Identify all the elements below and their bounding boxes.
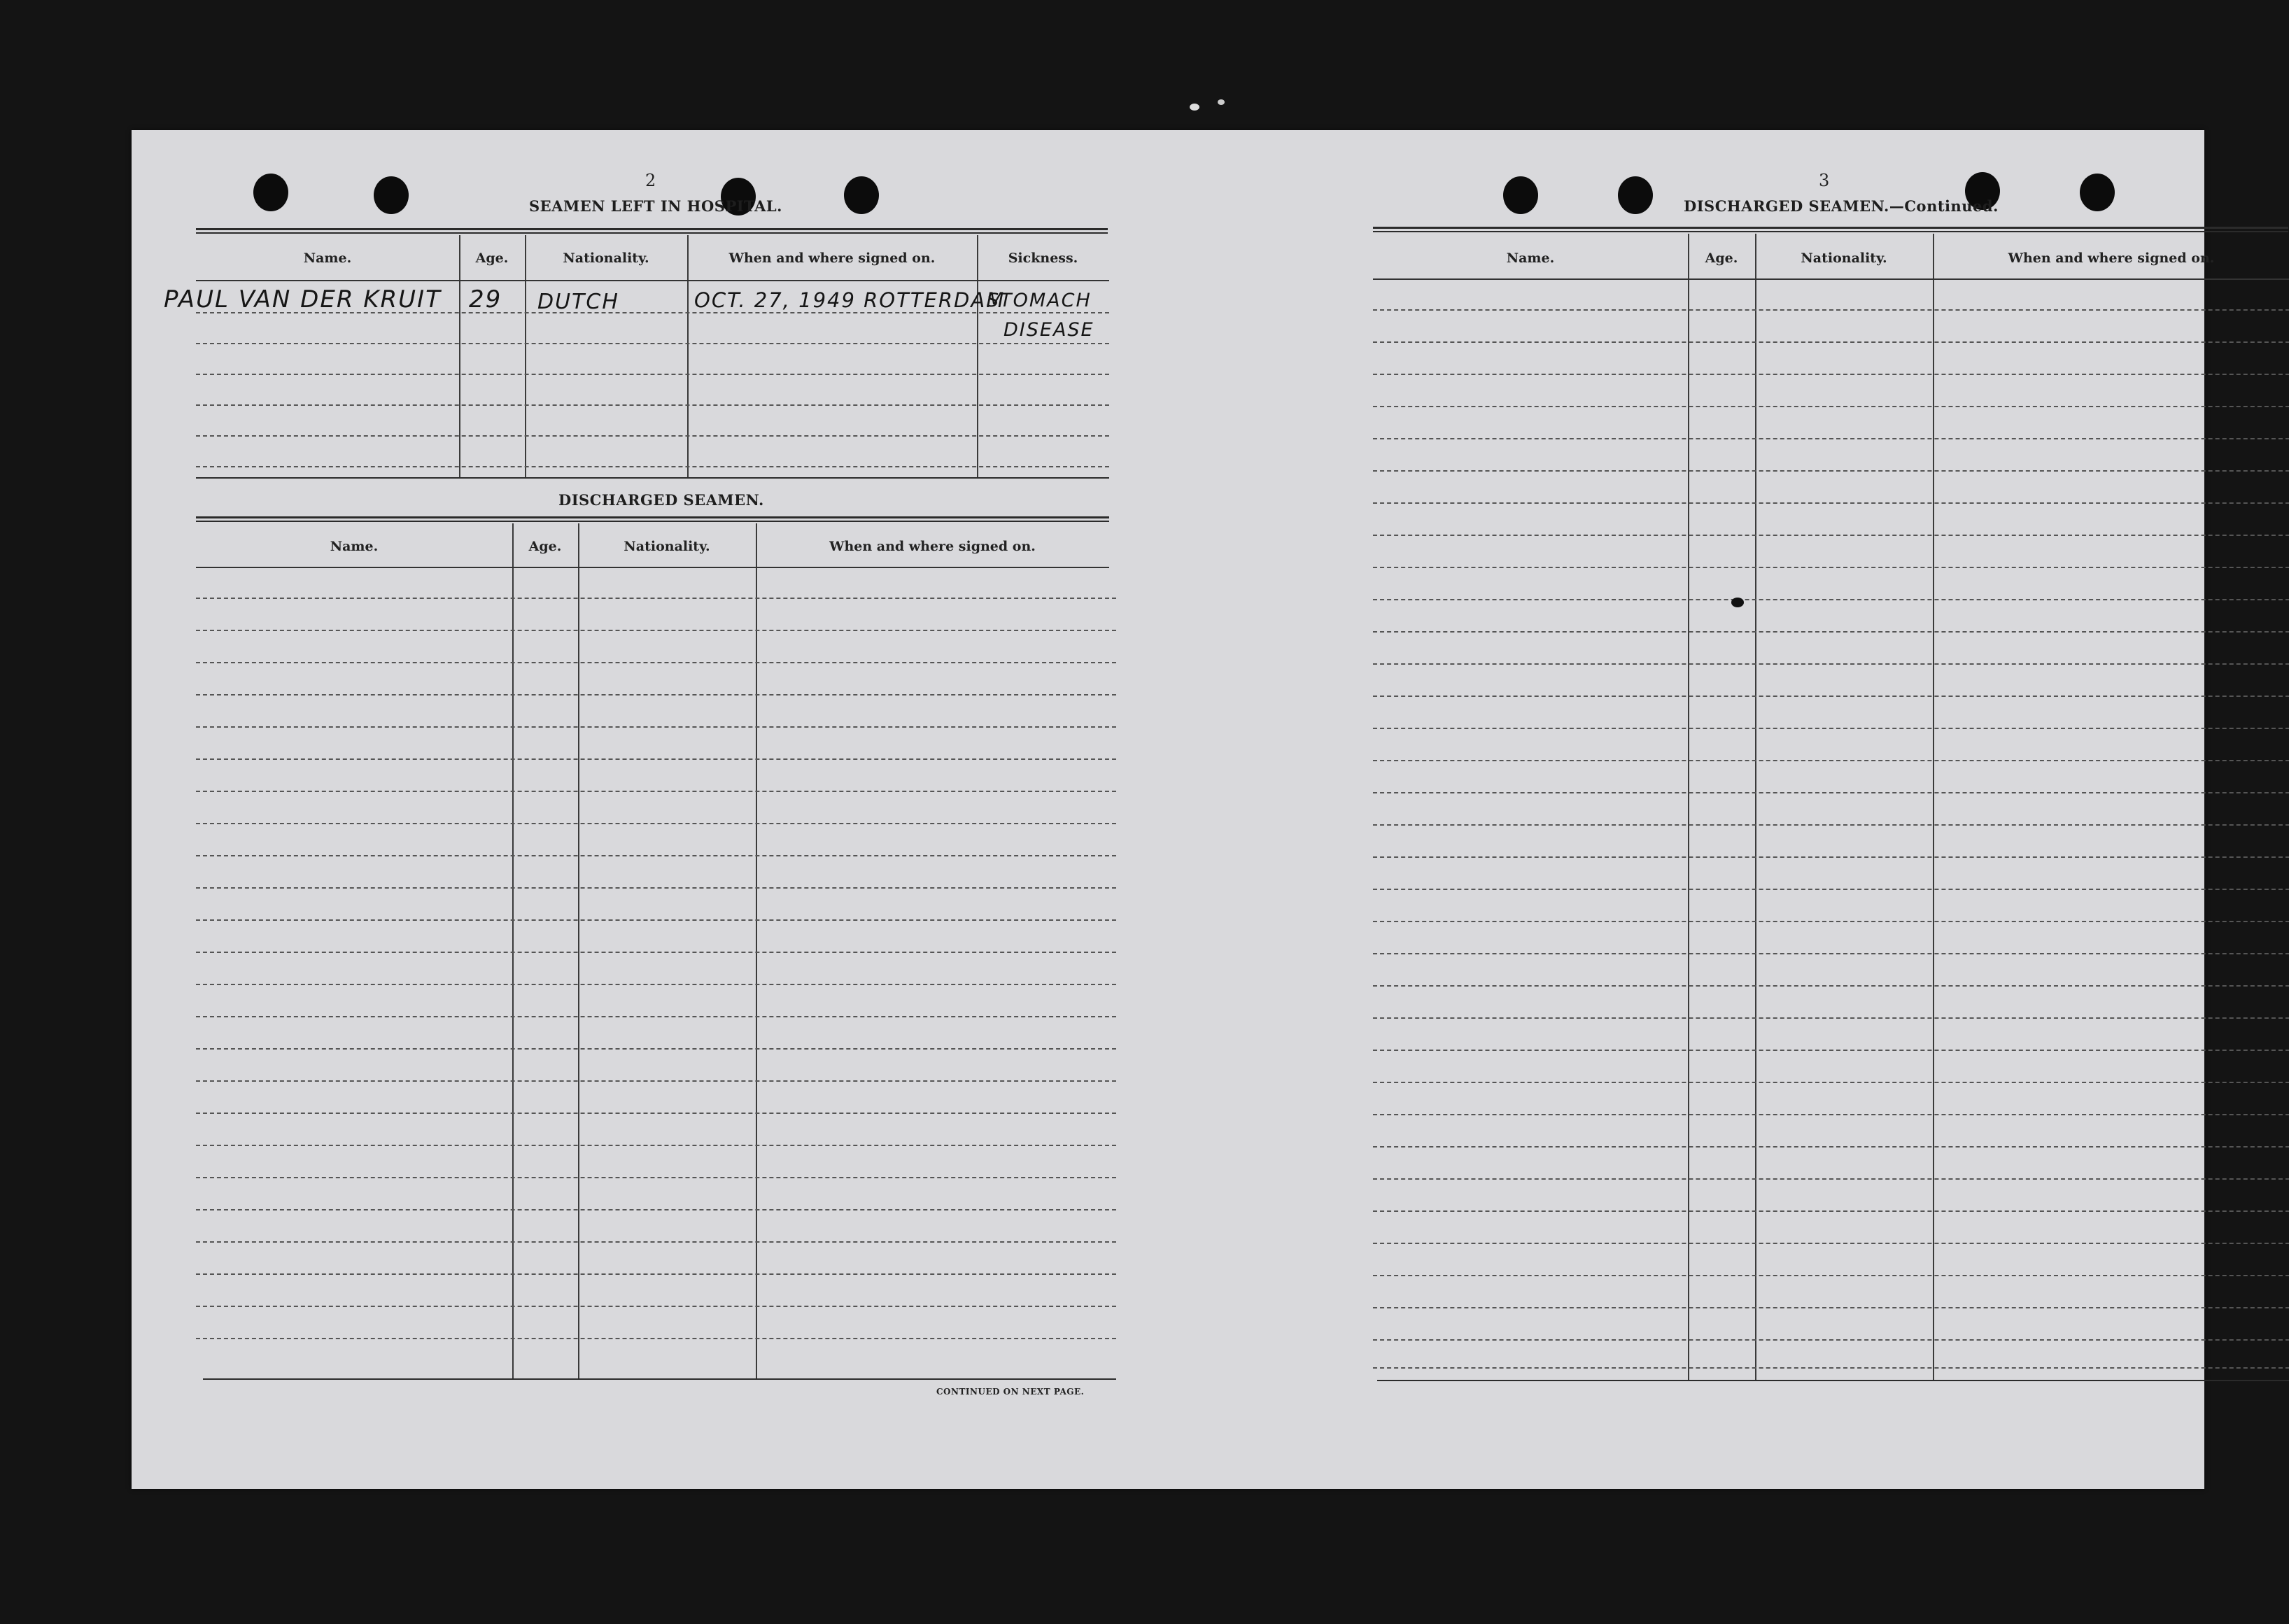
bottom-rule xyxy=(1377,1380,2289,1381)
col-header-nationality: Nationality. xyxy=(1801,250,1887,266)
entry-age: 29 xyxy=(469,285,502,313)
punch-hole xyxy=(844,176,879,214)
section-rule xyxy=(196,521,1109,522)
punch-hole xyxy=(1618,176,1653,214)
entry-sickness: STOMACH xyxy=(987,290,1092,311)
section-rule xyxy=(196,516,1109,518)
col-header-name: Name. xyxy=(1506,250,1555,266)
section-title-discharged-continued: DISCHARGED SEAMEN.—Continued. xyxy=(1684,197,1999,215)
col-header-age: Age. xyxy=(1705,250,1738,266)
hospital-table xyxy=(164,235,1109,477)
col-header-sickness: Sickness. xyxy=(1008,250,1078,266)
col-header-nationality: Nationality. xyxy=(563,250,649,266)
punch-hole xyxy=(2080,174,2115,211)
scan-speck xyxy=(1190,104,1199,111)
col-header-signed-on: When and where signed on. xyxy=(2008,250,2215,266)
col-header-nationality: Nationality. xyxy=(624,539,710,554)
punch-hole xyxy=(1503,176,1538,214)
top-rule xyxy=(196,228,1108,230)
col-header-name: Name. xyxy=(330,539,379,554)
right-page xyxy=(1111,130,2215,1489)
section-rule xyxy=(196,477,1109,479)
left-page xyxy=(132,130,1111,1489)
section-title-discharged: DISCHARGED SEAMEN. xyxy=(558,491,764,509)
entry-nationality: DUTCH xyxy=(537,290,619,314)
col-header-age: Age. xyxy=(528,539,562,554)
discharged-table-continued xyxy=(1373,234,2289,1381)
entry-name: PAUL VAN DER KRUIT xyxy=(164,285,442,313)
col-header-name: Name. xyxy=(303,250,352,266)
discharged-table xyxy=(196,523,1116,1378)
scan-speck xyxy=(1218,99,1225,105)
punch-hole xyxy=(374,176,409,214)
bottom-rule xyxy=(203,1378,1116,1380)
section-title-hospital: SEAMEN LEFT IN HOSPITAL. xyxy=(529,197,782,215)
top-rule xyxy=(196,232,1108,234)
col-header-signed-on: When and where signed on. xyxy=(728,250,936,266)
top-rule xyxy=(1373,231,2288,232)
entry-signed-on: OCT. 27, 1949 ROTTERDAM xyxy=(694,288,1006,312)
col-header-age: Age. xyxy=(475,250,509,266)
top-rule xyxy=(1373,227,2288,229)
continued-note: CONTINUED ON NEXT PAGE. xyxy=(936,1387,1085,1397)
punch-hole xyxy=(253,174,288,211)
entry-sickness: DISEASE xyxy=(1003,319,1094,341)
col-header-signed-on: When and where signed on. xyxy=(829,539,1036,554)
register-paper xyxy=(132,130,2215,1489)
page-number: 3 xyxy=(1819,171,1830,190)
page-number: 2 xyxy=(645,171,656,190)
